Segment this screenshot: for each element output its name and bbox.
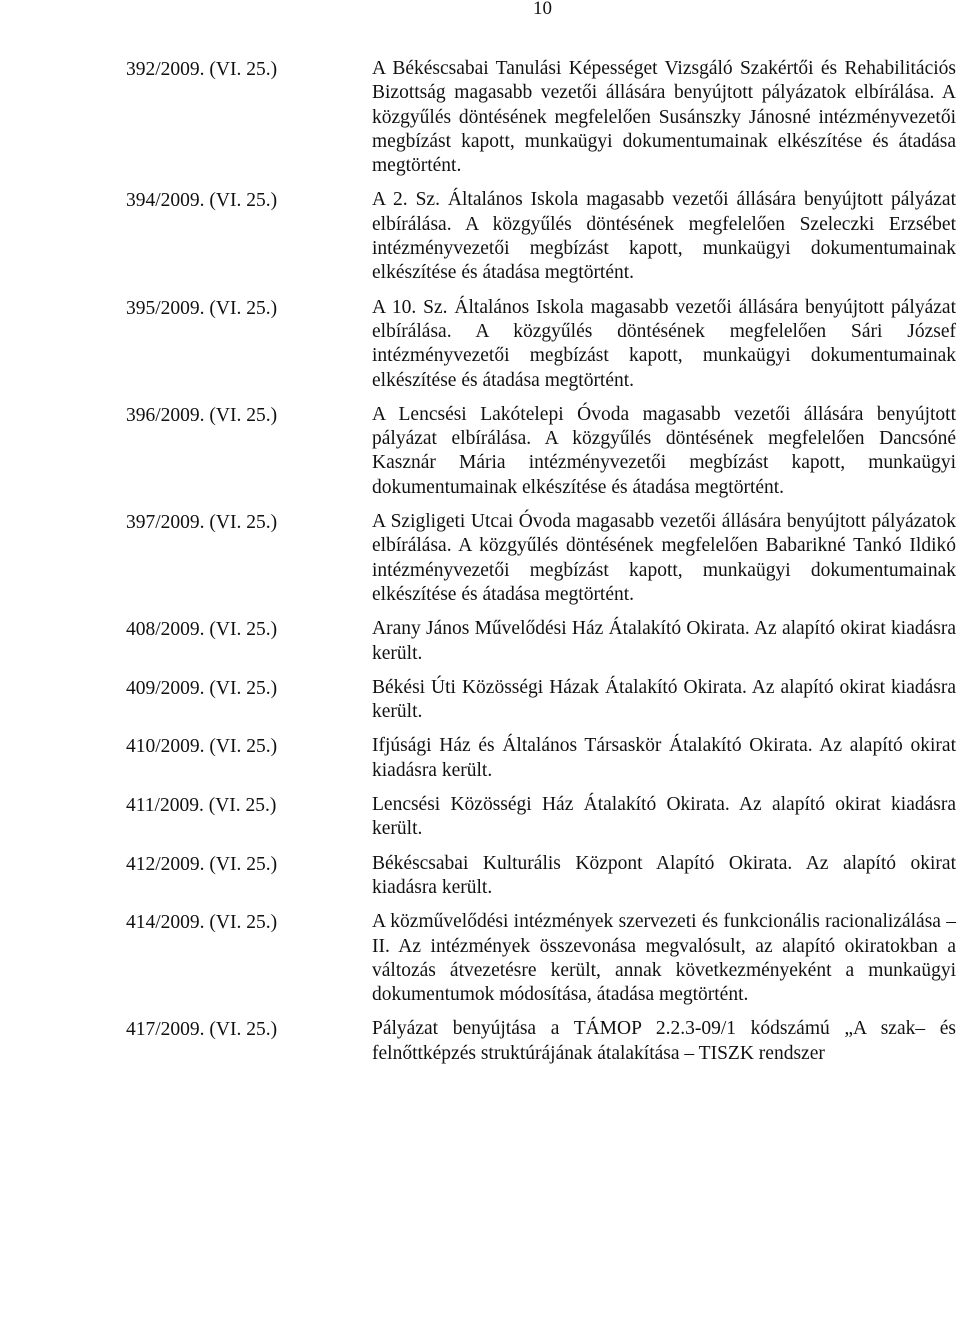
resolution-text: A 2. Sz. Általános Iskola magasabb vezetői állására benyújtott pályázat elbírálása. A közgyűlés döntésének megfelelően Szeleczki Erzsébet intézményvezetői megbízást kapott, munkaügyi dokumentumainak elkészítése és átadása megtörtént. bbox=[372, 189, 956, 284]
resolution-entry bbox=[0, 910, 960, 1007]
resolution-entry bbox=[0, 1017, 960, 1066]
resolution-text: A Lencsési Lakótelepi Óvoda magasabb vezetői állására benyújtott pályázat elbírálása. A közgyűlés döntésének megfelelően Dancsóné Kasznár Mária intézményvezetői megbízást kapott, munkaügyi dokumentumainak elkészítése és átadása megtörtént. bbox=[372, 403, 956, 498]
resolution-entry bbox=[0, 188, 960, 285]
resolution-entry bbox=[0, 296, 960, 393]
resolution-list bbox=[0, 57, 960, 1076]
resolution-text: A Békéscsabai Tanulási Képességet Vizsgáló Szakértői és Rehabilitációs Bizottság magasabb vezetői állására benyújtott pályázatok elbírálása. A közgyűlés döntésének megfelelően Susánszky Jánosné intézményvezetői megbízást kapott, munkaügyi dokumentumainak elkészítése és átadása megtörtént. bbox=[372, 58, 956, 177]
resolution-text: Pályázat benyújtása a TÁMOP 2.2.3-09/1 kódszámú „A szak– és felnőttképzés struktúrájának átalakítása – TISZK rendszer bbox=[372, 1018, 956, 1064]
resolution-entry bbox=[0, 852, 960, 901]
resolution-ref: 394/2009. (VI. 25.) bbox=[126, 190, 278, 212]
resolution-entry bbox=[0, 617, 960, 666]
resolution-entry bbox=[0, 510, 960, 607]
resolution-ref: 397/2009. (VI. 25.) bbox=[126, 512, 278, 534]
resolution-entry bbox=[0, 793, 960, 842]
resolution-ref: 412/2009. (VI. 25.) bbox=[126, 853, 278, 875]
resolution-ref: 395/2009. (VI. 25.) bbox=[126, 297, 278, 319]
resolution-entry bbox=[0, 676, 960, 725]
resolution-text: Lencsési Közösségi Ház Átalakító Okirata. Az alapító okirat kiadásra került. bbox=[372, 794, 956, 840]
resolution-text: Békési Úti Közösségi Házak Átalakító Okirata. Az alapító okirat kiadásra került. bbox=[372, 676, 956, 723]
resolution-ref: 414/2009. (VI. 25.) bbox=[126, 912, 278, 934]
resolution-ref: 410/2009. (VI. 25.) bbox=[126, 736, 278, 758]
resolution-ref: 411/2009. (VI. 25.) bbox=[126, 795, 277, 817]
resolution-entry bbox=[0, 57, 960, 178]
resolution-text: Arany János Művelődési Ház Átalakító Okirata. Az alapító okirat kiadásra került. bbox=[372, 618, 956, 664]
resolution-text: A 10. Sz. Általános Iskola magasabb vezetői állására benyújtott pályázat elbírálása. A közgyűlés döntésének megfelelően Sári József intézményvezetői megbízást kapott, munkaügyi dokumentumainak elkészítése és átadása megtörtént. bbox=[372, 296, 956, 391]
resolution-ref: 417/2009. (VI. 25.) bbox=[126, 1019, 278, 1041]
resolution-ref: 408/2009. (VI. 25.) bbox=[126, 619, 278, 641]
resolution-entry bbox=[0, 734, 960, 783]
resolution-entry bbox=[0, 403, 960, 500]
resolution-ref: 396/2009. (VI. 25.) bbox=[126, 404, 278, 426]
page-number: 10 bbox=[533, 0, 552, 19]
resolution-text: A közművelődési intézmények szervezeti és funkcionális racionalizálása – II. Az intézmények összevonása megvalósult, az alapító okiratokban a változás átvezetésre került, annak következményeként a munkaügyi dokumentumok módosítása, átadása megtörtént. bbox=[372, 911, 956, 1006]
resolution-text: A Szigligeti Utcai Óvoda magasabb vezetői állására benyújtott pályázatok elbírálása. A közgyűlés döntésének megfelelően Babarikné Tankó Ildikó intézményvezetői megbízást kapott, munkaügyi dokumentumainak elkészítése és átadása megtörtént. bbox=[372, 511, 956, 605]
resolution-text: Békéscsabai Kulturális Központ Alapító Okirata. Az alapító okirat kiadásra került. bbox=[372, 852, 956, 898]
resolution-ref: 409/2009. (VI. 25.) bbox=[126, 677, 278, 699]
resolution-text: Ifjúsági Ház és Általános Társaskör Átalakító Okirata. Az alapító okirat kiadásra került. bbox=[372, 735, 956, 781]
resolution-ref: 392/2009. (VI. 25.) bbox=[126, 59, 278, 80]
